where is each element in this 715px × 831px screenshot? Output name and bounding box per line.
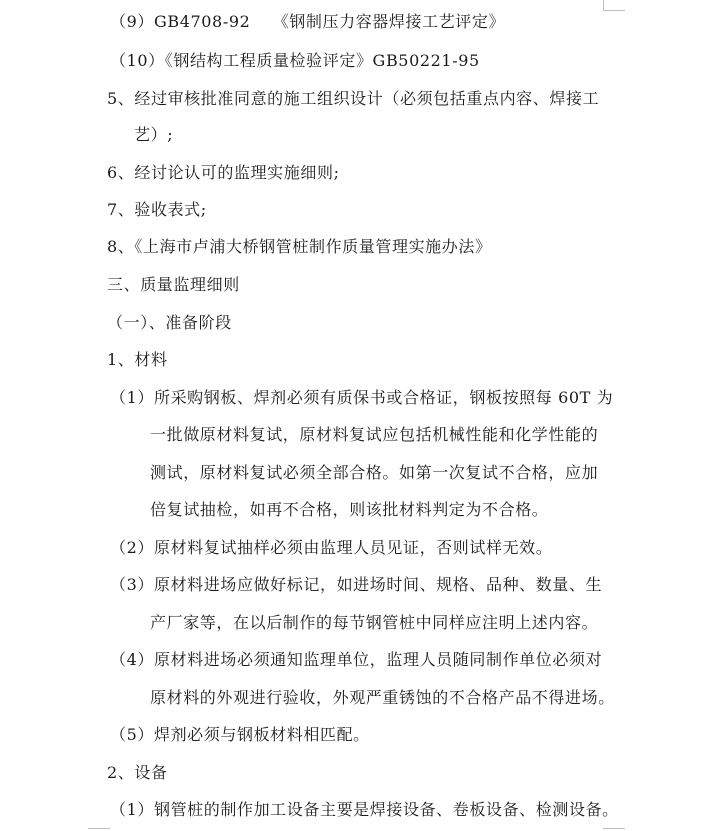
heading-materials: 1、材料 (107, 350, 168, 369)
material-item-1-cont-2: 测试，原材料复试必须全部合格。如第一次复试不合格，应加 (150, 463, 599, 482)
material-item-1: （1）所采购钢板、焊剂必须有质保书或合格证，钢板按照每 60T 为 (110, 388, 614, 407)
ref-item-10: （10）《钢结构工程质量检验评定》GB50221-95 (110, 51, 480, 70)
item-5: 5、经过审核批准同意的施工组织设计（必须包括重点内容、焊接工 (107, 89, 600, 108)
crop-mark-top-right-v (603, 0, 604, 10)
item-7: 7、验收表式; (107, 200, 207, 219)
heading-equipment: 2、设备 (107, 763, 168, 782)
crop-mark-bottom-left-h (88, 828, 110, 829)
crop-mark-bottom-right-h (603, 828, 625, 829)
material-item-2: （2）原材料复试抽样必须由监理人员见证，否则试样无效。 (110, 538, 553, 557)
material-item-4: （4）原材料进场必须通知监理单位，监理人员随同制作单位必须对 (110, 650, 603, 669)
subsection-heading-1: （一）、准备阶段 (107, 313, 232, 332)
section-heading-3: 三、质量监理细则 (107, 275, 240, 294)
material-item-3: （3）原材料进场应做好标记，如进场时间、规格、品种、数量、生 (110, 575, 603, 594)
material-item-3-cont: 产厂家等，在以后制作的每节钢管桩中同样应注明上述内容。 (150, 613, 599, 632)
equipment-item-1: （1）钢管桩的制作加工设备主要是焊接设备、卷板设备、检测设备。 (110, 800, 619, 819)
material-item-1-cont-1: 一批做原材料复试，原材料复试应包括机械性能和化学性能的 (150, 425, 599, 444)
item-5-cont: 艺）; (134, 125, 174, 144)
crop-mark-top-right-h (603, 10, 625, 11)
ref-item-9: （9）GB4708-92 《钢制压力容器焊接工艺评定》 (110, 12, 506, 31)
material-item-5: （5）焊剂必须与钢板材料相匹配。 (110, 725, 370, 744)
material-item-4-cont: 原材料的外观进行验收，外观严重锈蚀的不合格产品不得进场。 (150, 688, 615, 707)
material-item-1-cont-3: 倍复试抽检，如再不合格，则该批材料判定为不合格。 (150, 500, 549, 519)
item-6: 6、经讨论认可的监理实施细则; (107, 163, 340, 182)
item-8: 8、《上海市卢浦大桥钢管桩制作质量管理实施办法》 (107, 237, 492, 256)
